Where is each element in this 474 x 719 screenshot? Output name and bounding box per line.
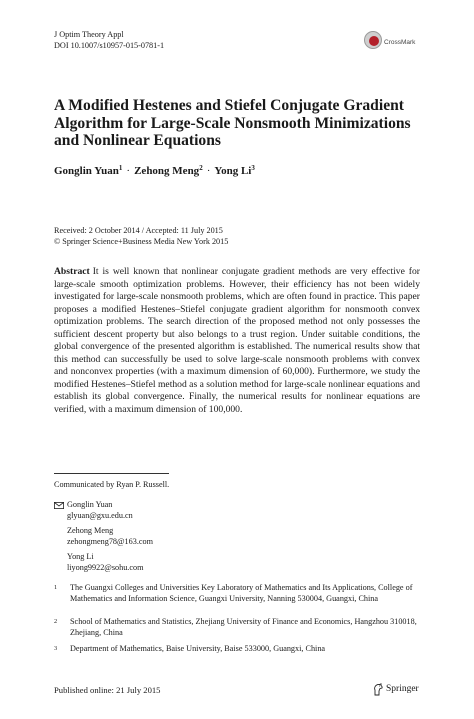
contact-block (54, 500, 414, 570)
springer-horse-icon (372, 683, 384, 696)
contact-entry (67, 552, 143, 573)
journal-name: J Optim Theory Appl (54, 30, 124, 39)
affiliation-number: 3 (54, 645, 58, 652)
contact-name: Zehong Meng (67, 526, 114, 535)
contact-email[interactable]: glyuan@gxu.edu.cn (67, 510, 133, 520)
footnote-rule (54, 473, 169, 474)
received-accepted: Received: 2 October 2014 / Accepted: 11 July 2015 (54, 226, 223, 235)
publisher-name: Springer (386, 684, 419, 694)
author-sup: 3 (251, 164, 255, 172)
contact-name: Gonglin Yuan (67, 500, 113, 509)
contact-email[interactable]: zehongmeng78@163.com (67, 536, 153, 546)
crossmark-icon (364, 31, 382, 49)
doi[interactable]: DOI 10.1007/s10957-015-0781-1 (54, 40, 165, 50)
springer-logo (372, 683, 432, 697)
affiliation-text: School of Mathematics and Statistics, Zhejiang University of Finance and Economics, Hangzhou 310018, Zhejiang, China (70, 617, 417, 637)
affiliation-number: 1 (54, 584, 58, 591)
contact-entry (67, 500, 133, 521)
abstract-label: Abstract (54, 266, 90, 277)
published-online: Published online: 21 July 2015 (54, 685, 161, 695)
author-name: Zehong Meng (134, 165, 200, 177)
abstract-text: It is well known that nonlinear conjugate gradient methods are very effective for large-scale smooth optimization problems. However, their efficiency has not been widely investigated for large-scale nonsmooth problems, which are often found in practice. This paper proposes a modified Hestenes–Stiefel conjugate gradient algorithm for nonsmooth convex optimization problems. The search direction of the proposed method not only possesses the sufficient descent property but also belongs to a trust region. Under suitable conditions, the global convergence of the presented algorithm is established. The numerical results show that this method can successfully be used to solve large-scale nonsmooth problems with convex and nonconvex properties (with a maximum dimension of 60,000). Furthermore, we study the modified Hestenes–Stiefel method as a solution method for large-scale nonlinear equations and establish its global convergence. Finally, the numerical results for nonlinear equations are verified, with a maximum dimension of 100,000. (54, 266, 420, 416)
crossmark-badge[interactable] (364, 31, 426, 51)
author-sup: 1 (118, 164, 123, 172)
affiliation-text: Department of Mathematics, Baise University, Baise 533000, Guangxi, China (70, 644, 326, 653)
affiliation (54, 644, 429, 656)
author-separator: · (126, 165, 131, 177)
contact-entry (67, 526, 153, 547)
author-sup: 2 (199, 164, 203, 172)
author-name: Gonglin Yuan (54, 165, 119, 177)
author-name: Yong Li (214, 165, 252, 177)
affiliation-number: 2 (54, 618, 58, 625)
contact-name: Yong Li (67, 552, 94, 561)
abstract (54, 266, 420, 417)
publication-dates (54, 225, 228, 247)
affiliation (54, 583, 429, 617)
author-separator: · (206, 165, 211, 177)
communicated-by: Communicated by Ryan P. Russell. (54, 480, 170, 489)
contact-email[interactable]: liyong9922@sohu.com (67, 562, 144, 572)
paper-title: A Modified Hestenes and Stiefel Conjugate Gradient Algorithm for Large-Scale Nonsmooth Minimizations and Nonlinear Equations (54, 97, 411, 149)
crossmark-label: CrossMark (384, 39, 416, 46)
affiliation (54, 617, 429, 641)
envelope-icon (54, 502, 64, 509)
author-list (54, 164, 255, 177)
journal-header (54, 30, 164, 51)
affiliation-text: The Guangxi Colleges and Universities Key Laboratory of Mathematics and Its Applications, College of Mathematics and Information Science, Guangxi University, Nanning 530004, Guangxi, China (70, 583, 413, 603)
copyright-line: © Springer Science+Business Media New York 2015 (54, 237, 229, 246)
